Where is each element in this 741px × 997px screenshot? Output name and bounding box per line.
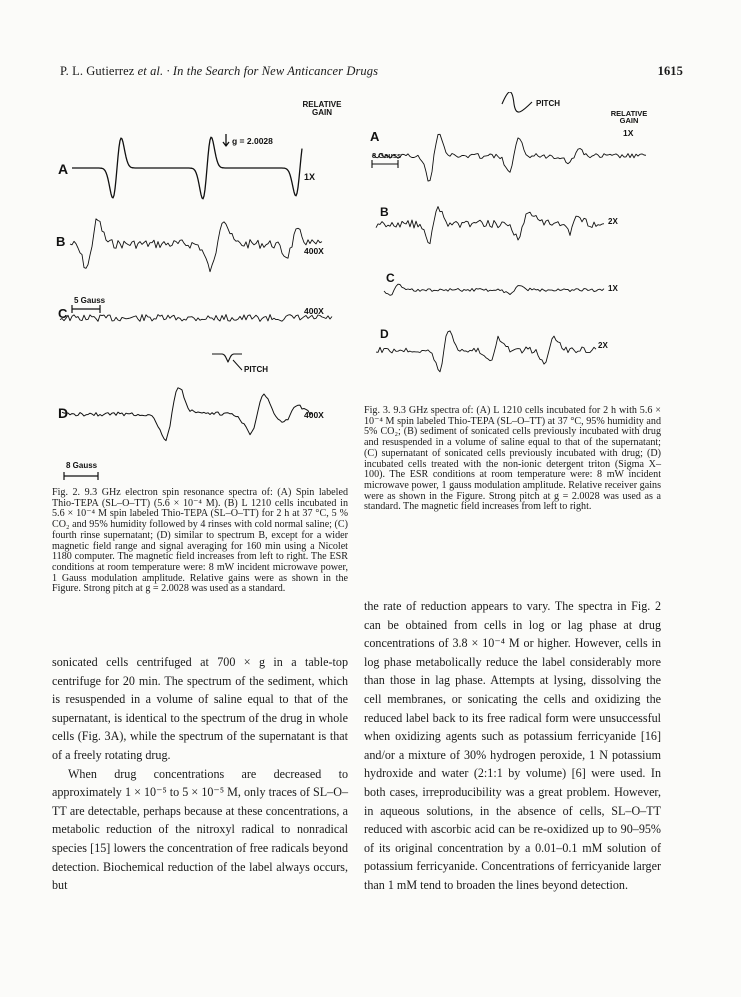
figure-3-caption: Fig. 3. 9.3 GHz spectra of: (A) L 1210 cells incubated for 2 h with 5.6 × 10⁻⁴ M spin labeled Thio-TEPA (SL–O–TT) at 37 °C, 95% humidity and 5% CO₂; (B) sediment of sonicated cells previously incubated with drug and resuspended in a volume of saline equal to that of the supernatant; (C) supernatant of sonicated cells previously incubated with drug; (D) incubated cells treated with the non-ionic detergent triton (Sigma X–100). The ESR conditions at room temperature were: 8 mW incident microwave power, 1 gauss modulation amplitude. Relative receiver gains were as shown in the Figure. Strong pitch at g = 2.0028 was used as a standard. The magnetic field increases from left to right. [364,405,661,513]
gain-label-c: 400X [304,306,324,316]
scale-bar-d [64,472,98,480]
figure-3-spectra [364,92,662,402]
trace-label-a: A [370,129,380,144]
trace-label-c: C [386,271,395,285]
figure-2-caption: Fig. 2. 9.3 GHz electron spin resonance spectra of: (A) Spin labeled Thio-TEPA (SL–O–TT) (5.6 × 10⁻⁴ M). (B) L 1210 cells incubated in 5.6 × 10⁻⁴ M spin labeled Thio-TEPA (SL–O–TT) for 2 h at 37 °C, 5 % CO₂ and 95% humidity followed by 4 rinses with cold normal saline; (C) fourth rinse supernatant; (D) similar to spectrum B, except for a wider magnetic field range and signal averaging for 160 min using a Nicolet 1180 computer. The magnetic field increases from left to right. The ESR conditions at room temperature were: 8 mW incident microwave power, 1 Gauss modulation amplitude. Relative gains were as shown in the Figure. Strong pitch at g = 2.0028 was used as a standard. [52,487,348,595]
trace-label-a: A [58,161,69,177]
gain-label-d: 2X [598,341,608,350]
trace-label-b: B [380,205,389,219]
spectrum-trace-b [376,207,604,244]
gain-label-c: 1X [608,284,618,293]
figure-3 [364,92,662,402]
spectrum-trace-c [384,284,604,295]
header-authors: P. L. Gutierrez [60,64,135,78]
gain-label-a: 1X [304,172,316,182]
spectrum-trace-c [60,315,332,322]
spectrum-trace-b [70,219,322,272]
gain-label-b: 2X [608,217,618,226]
gain-label-d: 400X [304,410,324,420]
body-text-left-column [52,653,348,895]
relative-gain-label-line1: RELATIVE [610,109,648,118]
running-header [60,64,683,84]
header-title [60,64,378,79]
pitch-trace [212,354,242,362]
relative-gain-label-line2: GAIN [312,108,332,117]
pitch-arrow [233,360,242,370]
gain-label-a: 1X [623,128,634,138]
trace-label-d: D [58,405,69,421]
scale-label-d: 8 Gauss [66,461,98,470]
spectrum-trace-a [372,134,646,181]
scale-label-c: 5 Gauss [74,296,106,305]
body-paragraph: sonicated cells centrifuged at 700 × g in a table-top centrifuge for 20 min. The spectrum of the sediment, which is resuspended in a volume of saline equal to that of the supernatant, is identical to the spectrum of the drug in whole cells (Fig. 3A), while the spectrum of the supernatant is that of a freely rotating drug. [52,655,348,762]
scale-bar-c [72,305,100,313]
trace-label-c: C [58,306,68,321]
pitch-label: PITCH [536,99,560,108]
relative-gain-label-line1: RELATIVE [302,100,342,109]
pitch-trace [502,92,532,112]
header-title-rest: et al. · In the Search for New Anticancer Drugs [137,64,379,78]
body-paragraph: When drug concentrations are decreased to approximately 1 × 10⁻⁵ to 5 × 10⁻⁵ M, only traces of SL–O–TT are detectable, perhaps because at these concentrations, a metabolic reduction of the nitroxyl radical to nonradical species [15] lowers the concentration of free radicals beyond detection. Biochemical reduction of the label always occurs, but [52,766,348,893]
body-paragraph: the rate of reduction appears to vary. The spectra in Fig. 2 can be obtained from cells in log or lag phase at drug concentrations of 3.8 × 10⁻⁴ M or higher. However, cells in log phase metabolically reduce the label considerably more than those in lag phase. Attempts at lysing, dissolving the cell membranes, or sonicating the cells and oxidizing the reduced label back to its free radical form were unsuccessful when oxidizing agents such as potassium ferricyanide [16] and/or a mixture of 30% hydrogen peroxide, 1 N potassium hydroxide and water (2:1:1 by volume) [6] were used. In both cases, irreproducibility was a great problem. However, in aqueous solutions, in the absence of cells, SL–O–TT reduced with ascorbic acid can be re-oxidized up to 90–95% of its original concentration by a 0.01–0.1 mM solution of potassium ferricyanide. Concentrations of ferricyanide larger than 1 mM tend to broaden the lines beyond detection. [364,599,661,892]
figure-2 [52,96,347,486]
page-number: 1615 [657,64,683,78]
gain-label-b: 400X [304,246,324,256]
body-text-right-column [364,597,661,895]
spectrum-trace-a [72,137,302,199]
trace-label-d: D [380,327,389,341]
g-marker-arrow [223,134,229,146]
scale-bar-a [372,160,398,168]
relative-gain-label-line2: GAIN [619,116,639,125]
spectrum-trace-d [376,331,596,372]
g-value-label: g = 2.0028 [232,136,273,146]
scale-label-a: 8 Gauss [372,151,402,160]
trace-label-b: B [56,234,66,249]
spectrum-trace-d [62,388,312,441]
pitch-label: PITCH [244,365,268,374]
figure-2-spectra [52,96,347,486]
